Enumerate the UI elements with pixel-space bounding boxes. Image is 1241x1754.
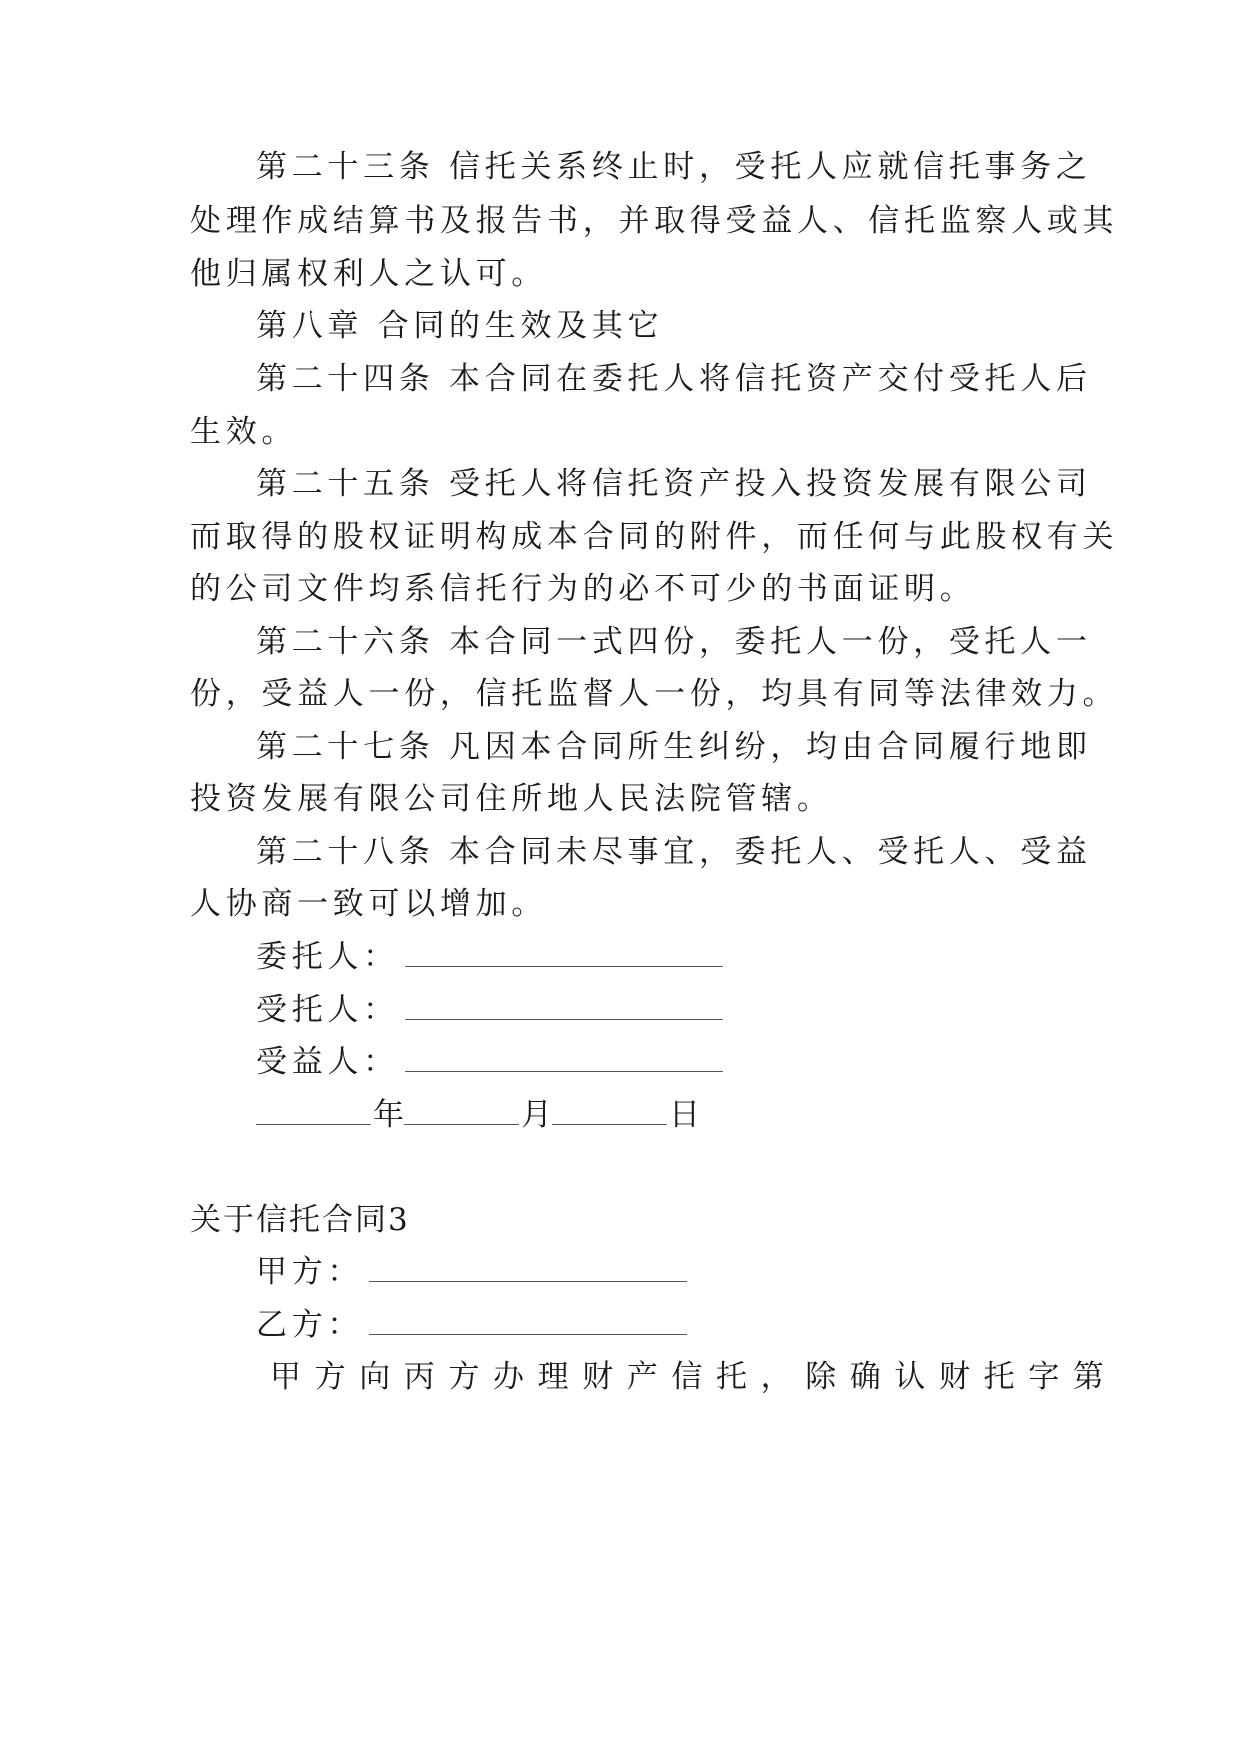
- trustee-signature-line: [256, 990, 1056, 1030]
- article-24-line-2: 生效。: [190, 414, 298, 450]
- article-25-line-1: 第二十五条 受托人将信托资产投入投资发展有限公司: [256, 466, 1092, 502]
- day-label: 日: [669, 1097, 700, 1133]
- beneficiary-label: 受益人：: [256, 1044, 399, 1080]
- article-25-line-2: 而取得的股权证明构成本合同的附件，而任何与此股权有关: [190, 519, 1119, 555]
- trustee-label: 受托人：: [256, 992, 399, 1028]
- party-b-line: [256, 1305, 1056, 1345]
- party-b-label: 乙方：: [256, 1307, 364, 1343]
- year-blank: [256, 1100, 371, 1125]
- article-25-line-3: 的公司文件均系信托行为的必不可少的书面证明。: [190, 571, 976, 607]
- beneficiary-blank: [405, 1047, 723, 1072]
- year-label: 年: [373, 1097, 404, 1133]
- article-26-line-1: 第二十六条 本合同一式四份，委托人一份，受托人一: [256, 624, 1092, 660]
- article-27-line-2: 投资发展有限公司住所地人民法院管辖。: [190, 781, 833, 817]
- month-blank: [404, 1100, 519, 1125]
- month-label: 月: [521, 1097, 552, 1133]
- party-a-blank: [369, 1257, 687, 1282]
- article-23-line-2: 处理作成结算书及报告书，并取得受益人、信托监察人或其: [190, 203, 1119, 239]
- section-3-paragraph-line-1: 甲方向丙方办理财产信托，除确认财托字第: [270, 1359, 1118, 1395]
- trustor-blank: [405, 942, 723, 967]
- article-23-line-3: 他归属权利人之认可。: [190, 256, 547, 292]
- trustee-blank: [405, 995, 723, 1020]
- article-28-line-1: 第二十八条 本合同未尽事宜，委托人、受托人、受益: [256, 834, 1092, 870]
- date-line: [256, 1095, 1056, 1135]
- party-b-blank: [369, 1310, 687, 1335]
- section-3-title: 关于信托合同3: [190, 1202, 410, 1238]
- article-26-line-2: 份，受益人一份，信托监督人一份，均具有同等法律效力。: [190, 676, 1119, 712]
- article-24-line-1: 第二十四条 本合同在委托人将信托资产交付受托人后: [256, 361, 1092, 397]
- article-28-line-2: 人协商一致可以增加。: [190, 886, 547, 922]
- party-a-label: 甲方：: [256, 1254, 364, 1290]
- party-a-line: [256, 1252, 1056, 1292]
- trustor-signature-line: [256, 937, 1056, 977]
- day-blank: [552, 1100, 667, 1125]
- article-27-line-1: 第二十七条 凡因本合同所生纠纷，均由合同履行地即: [256, 729, 1092, 765]
- chapter-8-heading: 第八章 合同的生效及其它: [256, 308, 664, 344]
- trustor-label: 委托人：: [256, 939, 399, 975]
- article-23-line-1: 第二十三条 信托关系终止时，受托人应就信托事务之: [256, 149, 1092, 185]
- beneficiary-signature-line: [256, 1042, 1056, 1082]
